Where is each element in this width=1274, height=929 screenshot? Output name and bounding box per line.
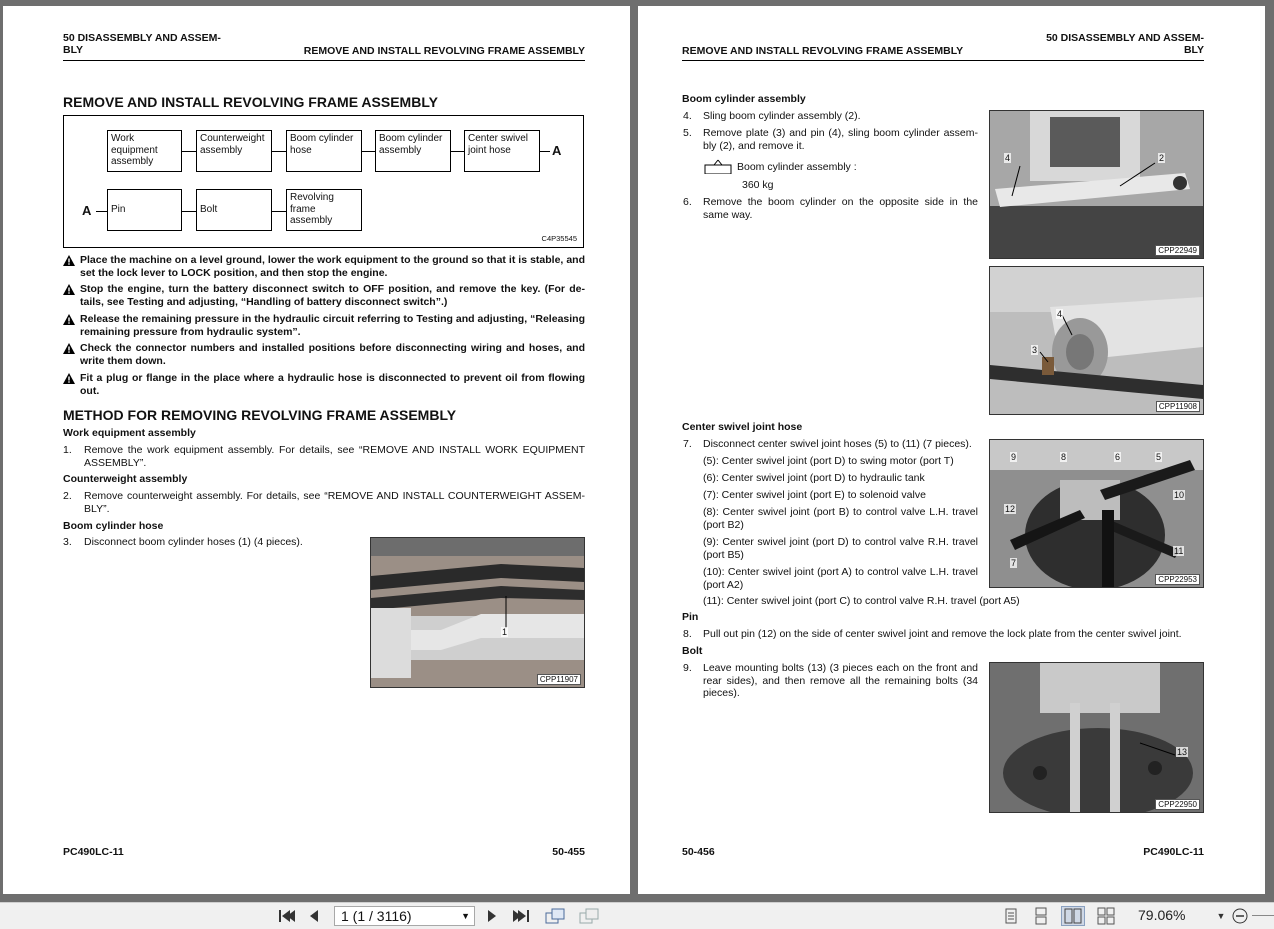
warning-icon xyxy=(63,314,75,325)
warning-icon xyxy=(63,343,75,354)
flow-line xyxy=(272,211,286,212)
zoom-level[interactable]: 79.06% xyxy=(1138,907,1186,923)
step-number: 2. xyxy=(63,490,72,502)
right-page xyxy=(638,6,1265,894)
hose-item: (8): Center swivel joint (port B) to control valve L.H. travel (port B2) xyxy=(703,506,978,531)
step-text: Remove counterweight assembly. For details, see “REMOVE AND INSTALL COUNTERWEIGHT ASSEM-BLY”. xyxy=(84,490,585,515)
previous-page-icon[interactable] xyxy=(306,907,322,925)
photo-callout: 4 xyxy=(1005,153,1011,163)
flow-box-counterweight: Counterweight assembly xyxy=(196,130,272,172)
flow-connector-a: A xyxy=(82,203,92,218)
step-number: 9. xyxy=(683,662,692,674)
photo-callout: 1 xyxy=(502,627,508,637)
photo-callout: 5 xyxy=(1156,452,1162,462)
warning-item xyxy=(63,342,585,372)
step-text: Remove the work equipment assembly. For details, see “REMOVE AND INSTALL WORK EQUIPMENT ASSEMBLY”. xyxy=(84,444,585,469)
photo-callout: 12 xyxy=(1005,504,1016,514)
photo-callout: 3 xyxy=(1032,345,1038,355)
step-text: Remove plate (3) and pin (4), sling boom cylinder assem-bly (2), and remove it. xyxy=(703,127,978,152)
chevron-down-icon: ▼ xyxy=(461,911,470,921)
previous-view-icon[interactable] xyxy=(544,907,568,925)
header-right: 50 DISASSEMBLY AND ASSEM- BLY xyxy=(1046,32,1204,56)
photo-callout: 7 xyxy=(1011,558,1017,568)
photo-callout: 6 xyxy=(1115,452,1121,462)
flow-box-boom-cylinder-assembly: Boom cylinder assembly xyxy=(375,130,451,172)
warning-icon xyxy=(63,284,75,295)
warning-icon xyxy=(63,373,75,384)
flow-line xyxy=(451,151,464,152)
section-heading: Work equipment assembly xyxy=(63,427,196,439)
warning-text: Check the connector numbers and installed positions before disconnecting wiring and hoses, and write them down. xyxy=(80,342,585,367)
hose-item: (9): Center swivel joint (port D) to control valve R.H. travel (port B5) xyxy=(703,536,978,561)
bottom-toolbar xyxy=(0,902,1274,929)
flow-box-pin: Pin xyxy=(107,189,182,231)
flow-box-bolt: Bolt xyxy=(196,189,272,231)
header-left: 50 DISASSEMBLY AND ASSEM- BLY xyxy=(63,32,221,56)
warning-item xyxy=(63,372,585,402)
photo-image xyxy=(990,663,1203,812)
photo-mounting-bolts xyxy=(989,662,1204,813)
section-heading: Boom cylinder hose xyxy=(63,520,164,532)
warning-text: Place the machine on a level ground, lower the work equipment to the ground so that it is stable, and set the lock lever to LOCK position, and then stop the engine. xyxy=(80,254,585,279)
photo-callout: 4 xyxy=(1057,309,1063,319)
step-number: 5. xyxy=(683,127,692,139)
photo-callout: 9 xyxy=(1011,452,1017,462)
warnings xyxy=(63,254,585,402)
hose-item: (10): Center swivel joint (port A) to control valve L.H. travel (port A2) xyxy=(703,566,978,591)
photo-code: CPP22950 xyxy=(1155,799,1200,810)
step-number: 3. xyxy=(63,536,72,548)
photo-callout: 8 xyxy=(1061,452,1067,462)
flow-line xyxy=(96,211,107,212)
section-heading: Bolt xyxy=(682,645,703,657)
step-text: Pull out pin (12) on the side of center swivel joint and remove the lock plate from the center swivel joint. xyxy=(703,628,1182,640)
section-heading: Pin xyxy=(682,611,699,623)
photo-callout: 10 xyxy=(1174,490,1185,500)
first-page-icon[interactable] xyxy=(276,907,296,925)
facing-pages-icon xyxy=(1062,907,1084,925)
single-page-view-icon[interactable] xyxy=(1002,907,1020,925)
weight-value: 360 kg xyxy=(742,179,774,191)
warning-icon xyxy=(63,255,75,266)
photo-callout: 13 xyxy=(1177,747,1188,757)
photo-image xyxy=(371,538,584,687)
step-number: 6. xyxy=(683,196,692,208)
photo-swivel-joint xyxy=(989,439,1204,588)
next-page-icon[interactable] xyxy=(484,907,500,925)
header-right: REMOVE AND INSTALL REVOLVING FRAME ASSEMBLY xyxy=(303,45,585,57)
warning-text: Stop the engine, turn the battery disconnect switch to OFF position, and remove the key. (For de-tails, see Testing and adjusting, “Handling of battery disconnect switch”.) xyxy=(80,283,585,308)
step-number: 1. xyxy=(63,444,72,456)
footer-page-number: 50-456 xyxy=(682,846,715,858)
flow-box-revolving-frame: Revolving frame assembly xyxy=(286,189,362,231)
warning-item xyxy=(63,313,585,342)
hose-item: (11): Center swivel joint (port C) to control valve R.H. travel (port A5) xyxy=(703,595,1020,607)
flow-connector-a: A xyxy=(552,143,562,158)
footer-model: PC490LC-11 xyxy=(63,846,124,858)
continuous-facing-view-icon[interactable] xyxy=(1095,907,1117,925)
photo-callout: 2 xyxy=(1159,153,1165,163)
step-text: Remove the boom cylinder on the opposite side in the same way. xyxy=(703,196,978,221)
step-text: Disconnect center swivel joint hoses (5) to (11) (7 pieces). xyxy=(703,438,972,450)
step-number: 7. xyxy=(683,438,692,450)
step-text: Disconnect boom cylinder hoses (1) (4 pieces). xyxy=(84,536,303,548)
weight-label: Boom cylinder assembly : xyxy=(737,161,857,173)
facing-view-button[interactable] xyxy=(1061,906,1085,926)
header-rule xyxy=(63,60,585,61)
flow-line xyxy=(362,151,375,152)
step-number: 4. xyxy=(683,110,692,122)
photo-boom-pin xyxy=(989,266,1204,415)
step-number: 8. xyxy=(683,628,692,640)
page-selector[interactable] xyxy=(334,906,475,926)
hose-item: (5): Center swivel joint (port D) to swing motor (port T) xyxy=(703,455,954,467)
photo-code: CPP11907 xyxy=(537,674,581,685)
photo-code: CPP22953 xyxy=(1155,574,1200,585)
flow-line xyxy=(182,211,196,212)
photo-image xyxy=(990,267,1203,414)
flow-line xyxy=(182,151,196,152)
method-title: METHOD FOR REMOVING REVOLVING FRAME ASSEMBLY xyxy=(63,407,457,423)
section-heading: Counterweight assembly xyxy=(63,473,188,485)
photo-boom-cylinder xyxy=(989,110,1204,259)
flow-box-center-swivel-hose: Center swivel joint hose xyxy=(464,130,540,172)
warning-text: Release the remaining pressure in the hydraulic circuit referring to Testing and adjusting, “Releasing remaining pressure from hydraulic system”. xyxy=(80,313,585,338)
hose-item: (6): Center swivel joint (port D) to hydraulic tank xyxy=(703,472,925,484)
step-text: Sling boom cylinder assembly (2). xyxy=(703,110,861,122)
left-page xyxy=(3,6,630,894)
figure-code: C4P35545 xyxy=(541,234,577,243)
zoom-dropdown-icon[interactable]: ▼ xyxy=(1216,911,1226,921)
warning-item xyxy=(63,283,585,313)
header-rule xyxy=(682,60,1204,61)
photo-image xyxy=(990,111,1203,258)
section-heading: Center swivel joint hose xyxy=(682,421,803,433)
flow-diagram xyxy=(63,115,584,248)
warning-text: Fit a plug or flange in the place where a hydraulic hose is disconnected to prevent oil from flowing out. xyxy=(80,372,585,397)
header-left: REMOVE AND INSTALL REVOLVING FRAME ASSEMBLY xyxy=(682,45,964,57)
flow-box-boom-cylinder-hose: Boom cylinder hose xyxy=(286,130,362,172)
flow-line xyxy=(540,151,550,152)
photo-code: CPP11908 xyxy=(1156,401,1200,412)
photo-code: CPP22949 xyxy=(1155,245,1200,256)
flow-line xyxy=(272,151,286,152)
weight-icon xyxy=(704,158,732,174)
photo-image xyxy=(990,440,1203,587)
next-view-icon[interactable] xyxy=(578,907,602,925)
photo-callout: 11 xyxy=(1174,546,1184,556)
page-title: REMOVE AND INSTALL REVOLVING FRAME ASSEMBLY xyxy=(63,94,438,110)
footer-model: PC490LC-11 xyxy=(1143,846,1204,858)
page-indicator: 1 (1 / 3116) xyxy=(341,908,412,924)
warning-item xyxy=(63,254,585,283)
hose-item: (7): Center swivel joint (port E) to solenoid valve xyxy=(703,489,926,501)
flow-box-work-equipment: Work equipment assembly xyxy=(107,130,182,172)
last-page-icon[interactable] xyxy=(512,907,532,925)
continuous-view-icon[interactable] xyxy=(1032,907,1050,925)
photo-boom-hoses xyxy=(370,537,585,688)
zoom-slider[interactable] xyxy=(1252,915,1274,916)
step-text: Leave mounting bolts (13) (3 pieces each on the front and rear sides), and then remove all the remaining bolts (34 pieces). xyxy=(703,662,978,699)
section-heading: Boom cylinder assembly xyxy=(682,93,806,105)
zoom-out-icon[interactable] xyxy=(1230,907,1250,925)
footer-page-number: 50-455 xyxy=(552,846,585,858)
